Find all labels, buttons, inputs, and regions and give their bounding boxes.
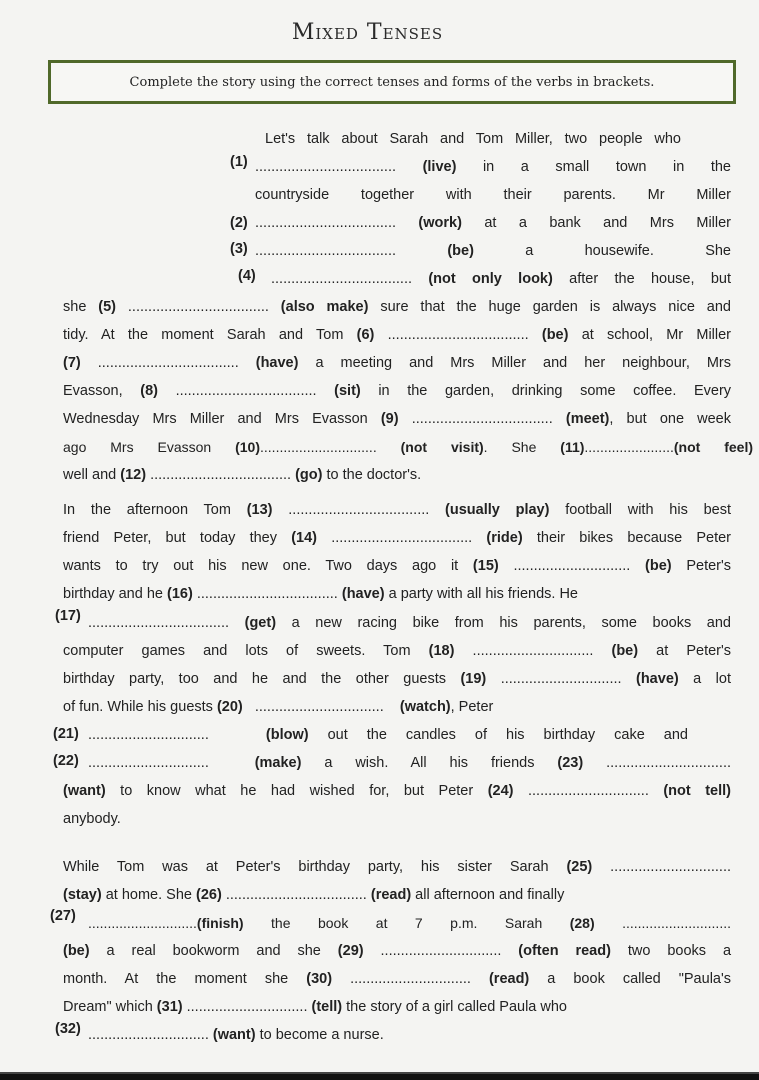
blank-13[interactable]: ...................................	[288, 502, 430, 518]
blank-31[interactable]: ..............................	[186, 999, 308, 1015]
blank-number: (24)	[487, 783, 514, 799]
blank-number: (5)	[98, 299, 117, 315]
verb-hint: (finish)	[196, 915, 244, 931]
verb-hint: (not visit)	[400, 439, 484, 455]
story-line: Dream" which (31) .............................. (tell) the story of a girl called Paula who	[63, 999, 567, 1015]
blank-number: (8)	[140, 383, 158, 399]
blank-number: (22)	[53, 753, 79, 769]
blank-10[interactable]: ..............................	[260, 439, 377, 455]
verb-hint: (often read)	[518, 943, 611, 959]
story-line: birthday and he (16) ................................... (have) a party with all his friends. He	[63, 586, 578, 602]
blank-24[interactable]: ..............................	[527, 783, 649, 799]
story-line: ................................... (work) at a bank and Mrs Miller	[255, 215, 731, 231]
story-line: (7) ................................... (have) a meeting and Mrs Miller and her neighbour, Mrs	[63, 355, 732, 371]
blank-17[interactable]: ...................................	[88, 615, 229, 631]
story-line: ............................(finish) the book at 7 p.m. Sarah (28) ............................	[88, 915, 731, 931]
blank-number: (20)	[216, 699, 243, 715]
blank-number: (11)	[560, 439, 585, 455]
verb-hint: (want)	[212, 1027, 256, 1043]
blank-7[interactable]: ...................................	[97, 355, 239, 371]
blank-number: (15)	[472, 558, 499, 574]
story-line: ................................... (get) a new racing bike from his parents, some books and	[88, 615, 731, 631]
blank-18[interactable]: ..............................	[472, 643, 594, 659]
story-line: ................................... (be) a housewife. She	[255, 243, 731, 259]
blank-2[interactable]: ...................................	[255, 215, 396, 231]
story-line: (be) a real bookworm and she (29) .............................. (often read) two books a	[63, 943, 732, 959]
blank-number: (4)	[238, 268, 256, 284]
verb-hint: (ride)	[486, 530, 523, 546]
blank-number: (3)	[230, 241, 248, 257]
story-line: Evasson, (8) ................................... (sit) in the garden, drinking some coffee. Every	[63, 383, 732, 399]
story-line: ................................... (not only look) after the house, but	[271, 271, 732, 287]
blank-number: (1)	[230, 154, 248, 170]
blank-number: (32)	[55, 1021, 81, 1037]
story-line: .............................. (blow) out the candles of his birthday cake and	[88, 727, 688, 743]
story-line: well and (12) ................................... (go) to the doctor's.	[63, 467, 422, 483]
story-line: anybody.	[63, 811, 121, 827]
story-line: ................................... (live) in a small town in the	[255, 159, 731, 175]
verb-hint: (not tell)	[663, 783, 731, 799]
blank-number: (21)	[53, 726, 79, 742]
verb-hint: (be)	[541, 327, 569, 343]
verb-hint: (usually play)	[445, 502, 550, 518]
blank-number: (7)	[63, 355, 81, 371]
story-line: (stay) at home. She (26) ................................... (read) all afternoon and finally	[63, 887, 565, 903]
blank-28[interactable]: ............................	[622, 915, 731, 931]
verb-hint: (stay)	[63, 887, 102, 903]
blank-number: (28)	[569, 915, 595, 931]
verb-hint: (also make)	[280, 299, 369, 315]
story-line: birthday party, too and he and the other guests (19) .............................. (have) a lot	[63, 671, 731, 687]
blank-6[interactable]: ...................................	[387, 327, 529, 343]
blank-11[interactable]: .......................	[584, 439, 674, 455]
verb-hint: (get)	[244, 615, 277, 631]
story-line: tidy. At the moment Sarah and Tom (6) ................................... (be) at school, Mr Miller	[63, 327, 732, 343]
blank-number: (26)	[196, 887, 222, 903]
story-line: .............................. (want) to become a nurse.	[88, 1027, 384, 1043]
page-edge	[0, 1074, 759, 1080]
blank-number: (13)	[246, 502, 273, 518]
verb-hint: (be)	[63, 943, 90, 959]
worksheet-title: Mixed Tenses	[291, 20, 444, 45]
blank-number: (19)	[460, 671, 487, 687]
verb-hint: (read)	[370, 887, 412, 903]
verb-hint: (blow)	[265, 727, 309, 743]
blank-16[interactable]: ...................................	[196, 586, 338, 602]
verb-hint: (tell)	[311, 999, 343, 1015]
blank-number: (17)	[55, 608, 81, 624]
blank-12[interactable]: ...................................	[150, 467, 292, 483]
verb-hint: (have)	[341, 586, 385, 602]
blank-26[interactable]: ...................................	[225, 887, 367, 903]
blank-number: (12)	[120, 467, 147, 483]
story-line: of fun. While his guests (20) ................................ (watch), Peter	[63, 699, 494, 715]
verb-hint: (live)	[422, 159, 457, 175]
blank-27[interactable]: ............................	[88, 915, 197, 931]
blank-number: (31)	[156, 999, 183, 1015]
blank-number: (14)	[291, 530, 317, 546]
verb-hint: (not only look)	[428, 271, 553, 287]
verb-hint: (have)	[255, 355, 299, 371]
verb-hint: (work)	[418, 215, 462, 231]
story-line: .............................. (make) a wish. All his friends (23) ...............................	[88, 755, 731, 771]
blank-number: (2)	[230, 215, 248, 231]
blank-number: (6)	[356, 327, 375, 343]
verb-hint: (be)	[611, 643, 639, 659]
verb-hint: (make)	[254, 755, 302, 771]
blank-21[interactable]: ..............................	[88, 727, 209, 743]
blank-number: (27)	[50, 908, 76, 924]
blank-14[interactable]: ...................................	[331, 530, 473, 546]
blank-29[interactable]: ..............................	[380, 943, 502, 959]
blank-number: (23)	[557, 755, 584, 771]
story-line: month. At the moment she (30) .............................. (read) a book called "Paula's	[63, 971, 731, 987]
instruction-box	[48, 60, 736, 104]
verb-hint: (have)	[636, 671, 679, 687]
blank-number: (25)	[566, 859, 593, 875]
verb-hint: (be)	[645, 558, 672, 574]
blank-30[interactable]: ..............................	[350, 971, 471, 987]
story-line: In the afternoon Tom (13) ................................... (usually play) football with his best	[63, 502, 731, 518]
story-line: countryside together with their parents. Mr Miller	[255, 187, 731, 203]
story-line: While Tom was at Peter's birthday party, his sister Sarah (25) ..............................	[63, 859, 731, 875]
blank-19[interactable]: ..............................	[500, 671, 622, 687]
story-line: Let's talk about Sarah and Tom Miller, two people who	[265, 131, 681, 147]
blank-1[interactable]: ...................................	[255, 159, 396, 175]
blank-4[interactable]: ...................................	[271, 271, 412, 287]
story-line: she (5) ................................... (also make) sure that the huge garden is always nice and	[63, 299, 731, 315]
blank-20[interactable]: ................................	[254, 699, 384, 715]
blank-number: (29)	[337, 943, 364, 959]
blank-15[interactable]: .............................	[513, 558, 631, 574]
blank-5[interactable]: ...................................	[127, 299, 269, 315]
verb-hint: (sit)	[334, 383, 361, 399]
verb-hint: (be)	[447, 243, 474, 259]
story-line: (want) to know what he had wished for, but Peter (24) .............................. (not tell)	[63, 783, 731, 799]
story-line: friend Peter, but today they (14) ................................... (ride) their bikes because Peter	[63, 530, 731, 546]
verb-hint: (not feel)	[673, 439, 753, 455]
story-line: wants to try out his new one. Two days ago it (15) ............................. (be) Peter's	[63, 558, 732, 574]
verb-hint: (go)	[295, 467, 323, 483]
blank-8[interactable]: ...................................	[175, 383, 317, 399]
verb-hint: (meet)	[565, 411, 610, 427]
blank-25[interactable]: ..............................	[610, 859, 731, 875]
story-line: Wednesday Mrs Miller and Mrs Evasson (9) ................................... (meet), but one week	[63, 411, 731, 427]
blank-32[interactable]: ..............................	[88, 1027, 209, 1043]
blank-23[interactable]: ...............................	[606, 755, 731, 771]
blank-number: (30)	[306, 971, 333, 987]
verb-hint: (want)	[63, 783, 106, 799]
blank-number: (10)	[235, 439, 261, 455]
verb-hint: (watch)	[399, 699, 451, 715]
blank-9[interactable]: ...................................	[411, 411, 553, 427]
story-line: computer games and lots of sweets. Tom (18) .............................. (be) at Peter's	[63, 643, 732, 659]
blank-22[interactable]: ..............................	[88, 755, 209, 771]
blank-number: (16)	[167, 586, 193, 602]
instruction-text: Complete the story using the correct tenses and forms of the verbs in brackets.	[129, 75, 655, 90]
blank-number: (9)	[380, 411, 399, 427]
verb-hint: (read)	[488, 971, 530, 987]
blank-3[interactable]: ...................................	[255, 243, 396, 259]
story-line: ago Mrs Evasson (10).............................. (not visit). She (11).......................(not feel)	[63, 439, 753, 455]
blank-number: (18)	[428, 643, 455, 659]
